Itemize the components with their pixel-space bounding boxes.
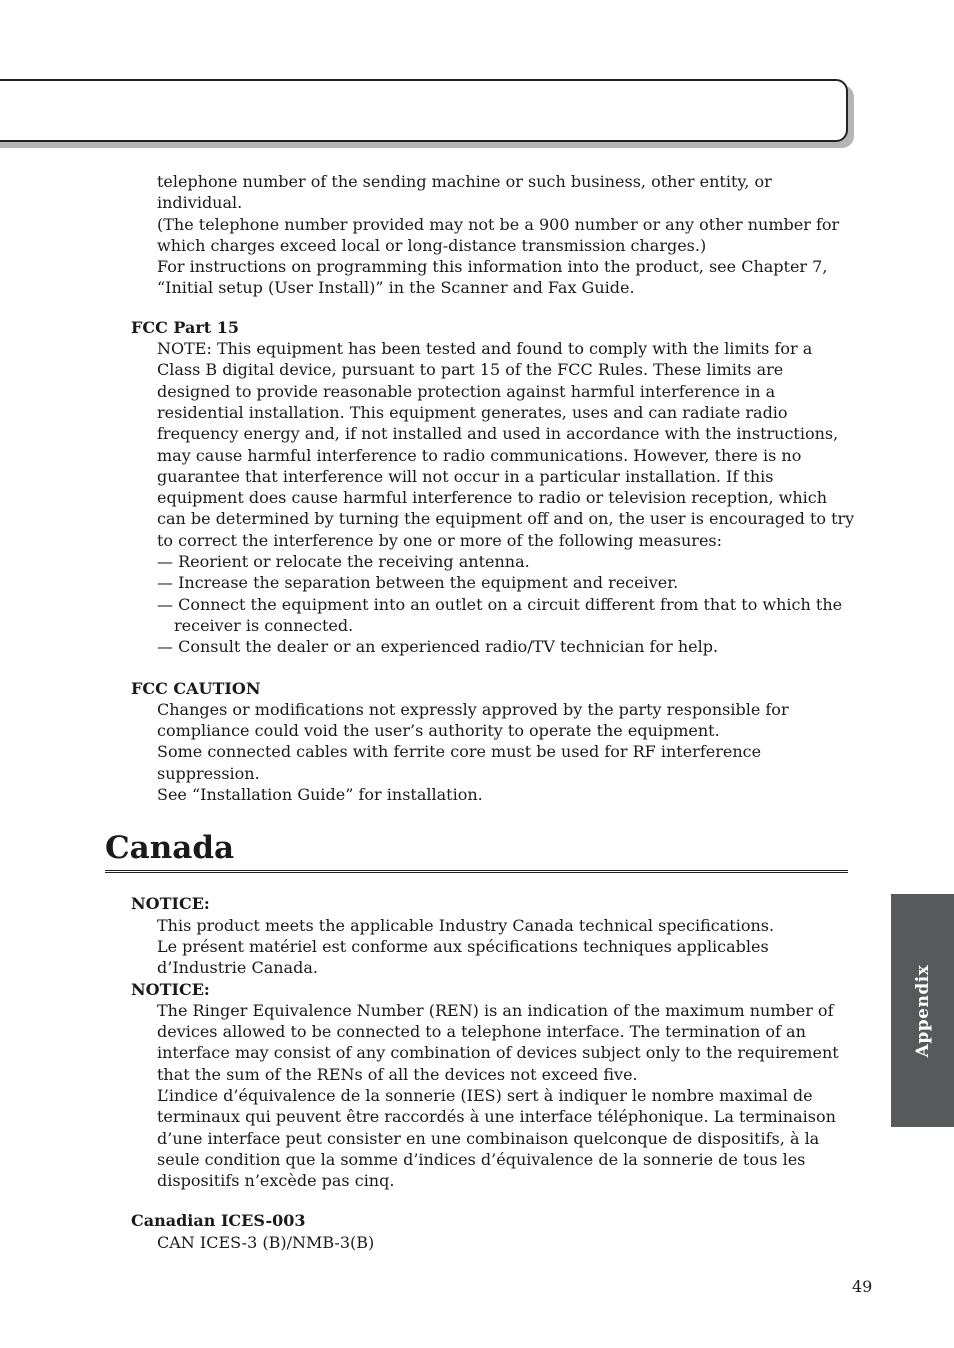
fcc-part15-note: NOTE: This equipment has been tested and found to comply with the limits for a Class B digital device, pursuant to part 15 of the FCC Rules. These limits are designed to provide reasonable protection against harmful interference in a residential installation. This equipment generates, uses and can radiate radio frequency energy and, if not installed and used in accordance with the instructions, may cause harmful interference to radio communications. However, there is no guarantee that interference will not occur in a particular installation. If this equipment does cause harmful interference to radio or television reception, which can be determined by turning the equipment off and on, the user is encouraged to try to correct the interference by one or more of the following measures: xyxy=(157,339,855,550)
measure-item: — Reorient or relocate the receiving antenna. xyxy=(157,552,530,572)
notice1-block xyxy=(157,915,855,979)
intro-line: For instructions on programming this information into the product, see Chapter 7, “Initial setup (User Install)” in the Scanner and Fax Guide. xyxy=(157,257,828,298)
notice-line: This product meets the applicable Industry Canada technical specifications. xyxy=(157,915,775,935)
intro-line: (The telephone number provided may not be a 900 number or any other number for which charges exceed local or long-distance transmission charges.) xyxy=(157,214,840,255)
appendix-side-tab xyxy=(891,894,954,1127)
ices-text: CAN ICES-3 (B)/NMB-3(B) xyxy=(157,1232,375,1252)
notice-line: Le présent matériel est conforme aux spécifications techniques applicables d’Industrie Canada. xyxy=(157,936,769,978)
side-tab-label: Appendix xyxy=(912,964,933,1057)
fcc-caution-line: See “Installation Guide” for installation. xyxy=(157,785,483,805)
fcc-caution-block xyxy=(157,699,855,805)
measure-item: — Increase the separation between the equipment and receiver. xyxy=(157,573,679,593)
measure-item: — Consult the dealer or an experienced radio/TV technician for help. xyxy=(157,637,719,657)
fcc-part15-block xyxy=(157,338,855,657)
page-number: 49 xyxy=(852,1277,873,1296)
fcc-caution-line: Changes or modifications not expressly approved by the party responsible for compliance could void the user’s authority to operate the equipment. xyxy=(157,699,789,741)
ices-block xyxy=(157,1232,855,1253)
notice-line: The Ringer Equivalence Number (REN) is an indication of the maximum number of devices allowed to be connected to a telephone interface. The termination of an interface may consist of any combination of devices subject only to the requirement that the sum of the RENs of all the devices not exceed five. xyxy=(157,1000,839,1084)
notice-heading: NOTICE: xyxy=(131,894,210,914)
intro-block xyxy=(157,171,855,299)
measure-item: — Connect the equipment into an outlet on a circuit different from that to which the receiver is connected. xyxy=(157,594,843,635)
ices-heading: Canadian ICES-003 xyxy=(131,1211,306,1231)
notice-line: L’indice d’équivalence de la sonnerie (IES) sert à indiquer le nombre maximal de terminaux qui peuvent être raccordés à une interface téléphonique. La terminaison d’une interface peut consister en une combinaison quelconque de dispositifs, à la seule condition que la somme d’indices d’équivalence de la sonnerie de tous les dispositifs n’excède pas cinq. xyxy=(157,1085,836,1191)
fcc-part15-heading: FCC Part 15 xyxy=(131,317,240,337)
page-content xyxy=(105,171,855,1253)
fcc-caution-line: Some connected cables with ferrite core must be used for RF interference suppression. xyxy=(157,742,762,783)
intro-line: telephone number of the sending machine or such business, other entity, or individual. xyxy=(157,172,772,213)
chapter-header-bar xyxy=(0,79,848,142)
notice-heading: NOTICE: xyxy=(131,979,210,999)
notice2-block xyxy=(157,1000,855,1192)
fcc-caution-heading: FCC CAUTION xyxy=(131,678,261,698)
canada-section-title: Canada xyxy=(105,830,848,873)
